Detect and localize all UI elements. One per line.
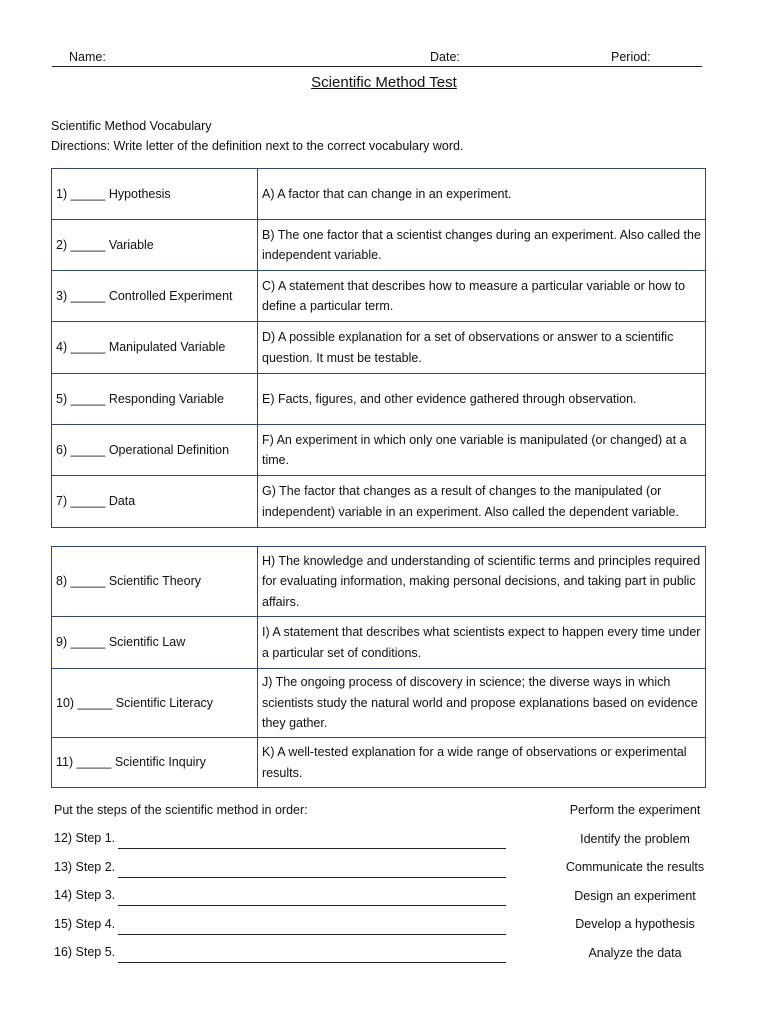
vocab-term[interactable]: 1) _____ Hypothesis: [52, 169, 258, 220]
vocab-row: [52, 617, 706, 669]
step-label: 16) Step 5.: [54, 945, 116, 959]
vocab-definition: C) A statement that describes how to measure a particular variable or how to define a particular term.: [258, 271, 706, 322]
vocab-row: [52, 169, 706, 220]
step-line[interactable]: [54, 888, 506, 906]
step-label: 14) Step 3.: [54, 888, 116, 902]
answer-blank[interactable]: [118, 934, 506, 935]
vocab-term[interactable]: 10) _____ Scientific Literacy: [52, 669, 258, 738]
vocab-term[interactable]: 6) _____ Operational Definition: [52, 425, 258, 476]
word-bank-item: Identify the problem: [580, 832, 690, 846]
vocab-definition: G) The factor that changes as a result of changes to the manipulated (or independent) variable in an experiment. Also called the dependent variable.: [258, 476, 706, 528]
steps-instructions: Put the steps of the scientific method in order:: [54, 803, 308, 817]
vocab-term[interactable]: 4) _____ Manipulated Variable: [52, 322, 258, 374]
section-title: Scientific Method Vocabulary: [51, 119, 212, 133]
vocab-definition: A) A factor that can change in an experiment.: [258, 169, 706, 220]
answer-blank[interactable]: [118, 877, 506, 878]
vocab-definition: E) Facts, figures, and other evidence gathered through observation.: [258, 374, 706, 425]
word-bank-item: Perform the experiment: [569, 803, 701, 817]
vocab-term[interactable]: 3) _____ Controlled Experiment: [52, 271, 258, 322]
vocab-term[interactable]: 11) _____ Scientific Inquiry: [52, 738, 258, 788]
student-info-header: [52, 50, 702, 67]
step-label: 15) Step 4.: [54, 917, 116, 931]
vocabulary-table-1: [51, 168, 706, 528]
period-label: Period:: [611, 50, 651, 64]
word-bank-item: Communicate the results: [565, 860, 705, 874]
name-label: Name:: [69, 50, 106, 64]
vocab-definition: H) The knowledge and understanding of scientific terms and principles required for evaluating information, making personal decisions, and taking part in public affairs.: [258, 547, 706, 617]
vocab-term[interactable]: 9) _____ Scientific Law: [52, 617, 258, 669]
vocab-row: [52, 669, 706, 738]
word-bank-item: Design an experiment: [574, 889, 696, 903]
vocab-definition: J) The ongoing process of discovery in science; the diverse ways in which scientists study the natural world and propose explanations based on evidence they gather.: [258, 669, 706, 738]
answer-blank[interactable]: [118, 962, 506, 963]
vocab-row: [52, 547, 706, 617]
vocab-row: [52, 271, 706, 322]
answer-blank[interactable]: [118, 905, 506, 906]
vocab-row: [52, 374, 706, 425]
word-bank-item: Develop a hypothesis: [575, 917, 695, 931]
vocab-term[interactable]: 2) _____ Variable: [52, 220, 258, 271]
vocab-definition: B) The one factor that a scientist changes during an experiment. Also called the independent variable.: [258, 220, 706, 271]
word-bank-item: Analyze the data: [588, 946, 682, 960]
step-label: 12) Step 1.: [54, 831, 116, 845]
directions: Directions: Write letter of the definition next to the correct vocabulary word.: [51, 139, 464, 153]
vocabulary-table-2: [51, 546, 706, 788]
vocab-term[interactable]: 5) _____ Responding Variable: [52, 374, 258, 425]
step-line[interactable]: [54, 831, 506, 849]
vocab-term[interactable]: 7) _____ Data: [52, 476, 258, 528]
step-line[interactable]: [54, 860, 506, 878]
page-title: Scientific Method Test: [311, 74, 457, 91]
step-line[interactable]: [54, 945, 506, 963]
vocab-row: [52, 220, 706, 271]
vocab-row: [52, 425, 706, 476]
answer-blank[interactable]: [118, 848, 506, 849]
vocab-row: [52, 476, 706, 528]
vocab-term[interactable]: 8) _____ Scientific Theory: [52, 547, 258, 617]
step-line[interactable]: [54, 917, 506, 935]
vocab-definition: I) A statement that describes what scientists expect to happen every time under a particular set of conditions.: [258, 617, 706, 669]
vocab-definition: D) A possible explanation for a set of observations or answer to a scientific question. It must be testable.: [258, 322, 706, 374]
vocab-definition: K) A well-tested explanation for a wide range of observations or experimental results.: [258, 738, 706, 788]
vocab-row: [52, 738, 706, 788]
date-label: Date:: [430, 50, 460, 64]
step-label: 13) Step 2.: [54, 860, 116, 874]
vocab-row: [52, 322, 706, 374]
vocab-definition: F) An experiment in which only one variable is manipulated (or changed) at a time.: [258, 425, 706, 476]
